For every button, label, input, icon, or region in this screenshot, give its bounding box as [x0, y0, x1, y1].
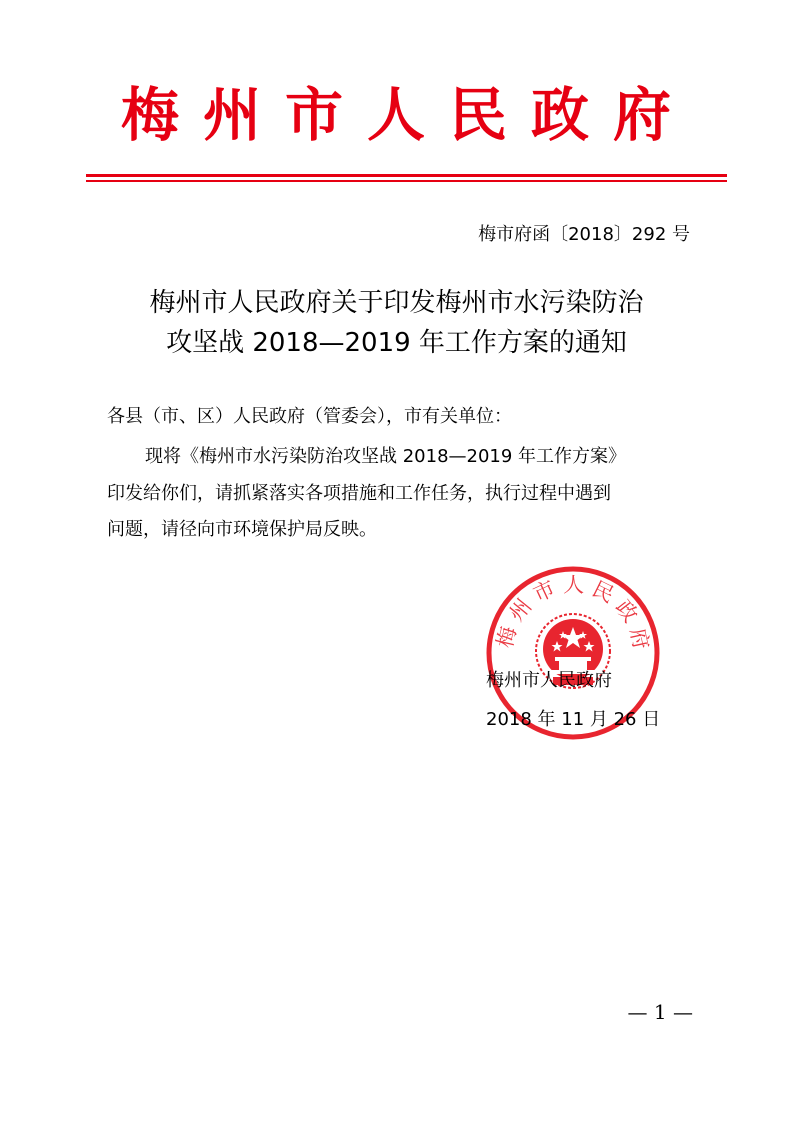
red-rule-thin [86, 180, 727, 182]
org-title: 梅州市人民政府 [120, 81, 695, 149]
body-line: 印发给你们，请抓紧落实各项措施和工作任务，执行过程中遇到 [107, 482, 611, 504]
red-rule-thick [86, 174, 727, 177]
issue-date: 2018 年 11 月 26 日 [486, 709, 661, 730]
body-paragraph [107, 439, 702, 549]
document-title [90, 283, 703, 363]
document-number: 梅市府函〔2018〕292 号 [478, 224, 690, 245]
issuer-signature: 梅州市人民政府 [486, 670, 612, 691]
seal-text-path: 梅州市人民政府 [492, 572, 654, 652]
body-line: 现将《梅州市水污染防治攻坚战 2018—2019 年工作方案》 [145, 446, 627, 467]
salutation: 各县（市、区）人民政府（管委会），市有关单位： [107, 406, 512, 427]
title-line: 攻坚战 2018—2019 年工作方案的通知 [166, 328, 627, 358]
page-number: — 1 — [627, 1000, 693, 1024]
body-line: 问题，请径向市环境保护局反映。 [107, 519, 377, 540]
title-line: 梅州市人民政府关于印发梅州市水污染防治 [149, 288, 644, 318]
